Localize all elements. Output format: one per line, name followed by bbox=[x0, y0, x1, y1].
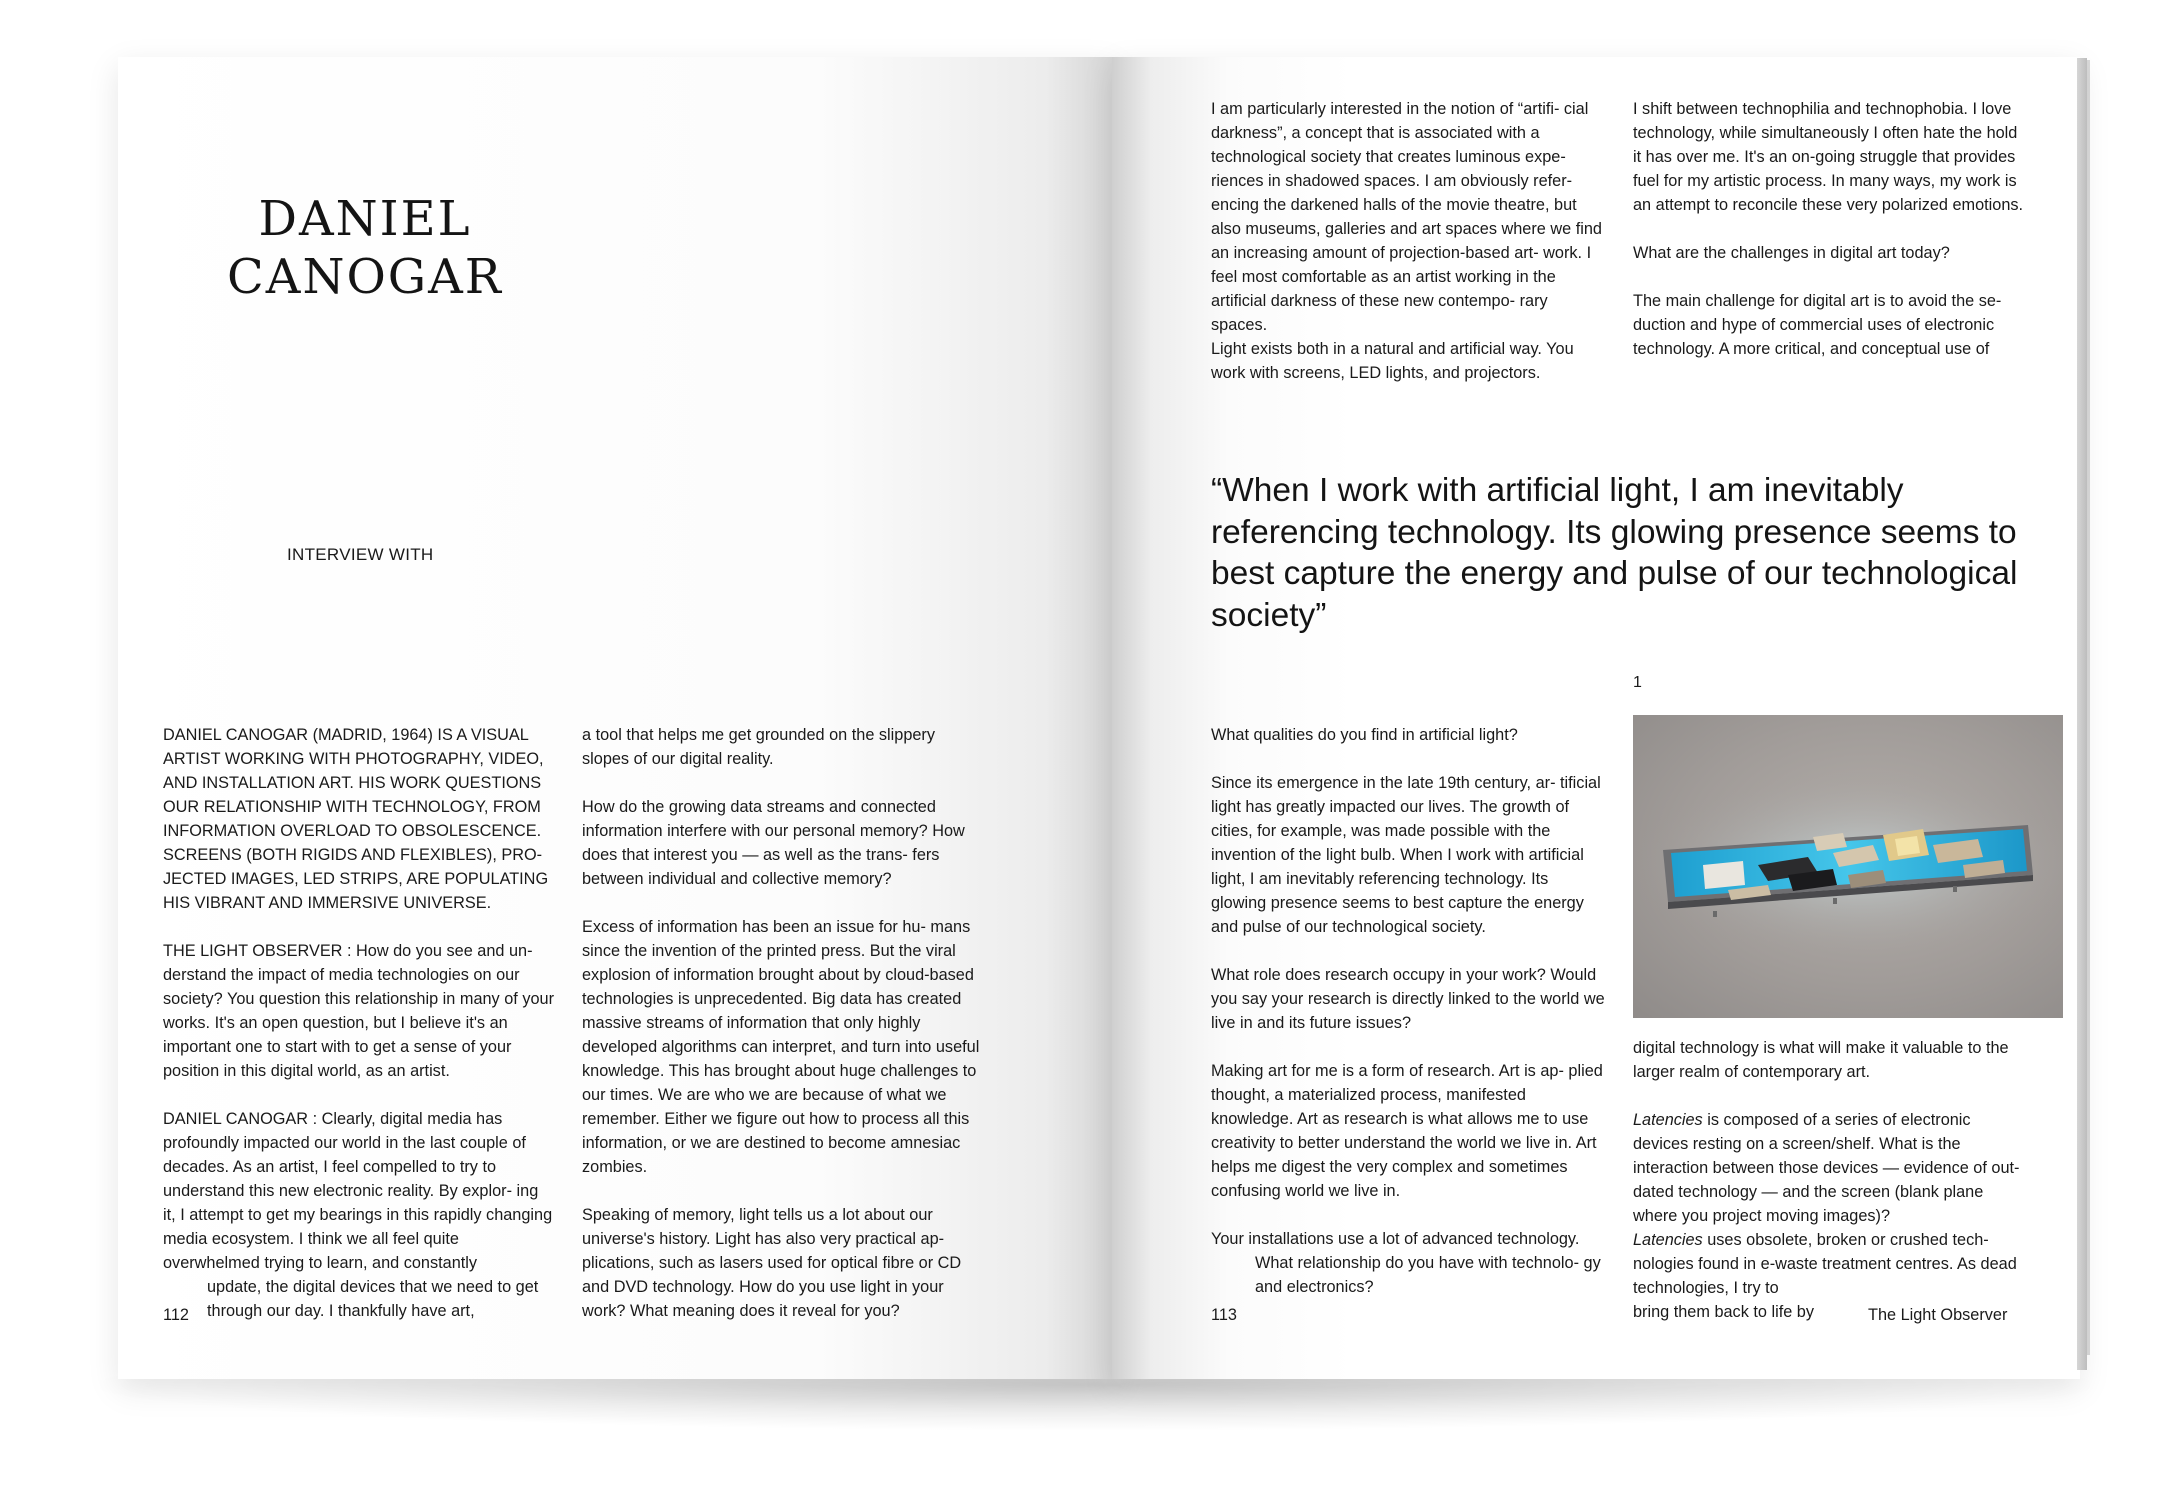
question-paragraph: What role does research occupy in your work? Would you say your research is directly linked to the world we live in and its future issues? bbox=[1211, 966, 1605, 1032]
running-footer: The Light Observer bbox=[1868, 1306, 2008, 1324]
answer-paragraph bbox=[163, 1107, 555, 1323]
latencies-artwork-image bbox=[1633, 715, 2063, 1018]
answer-text: DANIEL CANOGAR : Clearly, digital media has profoundly impacted our world in the last couple of decades. As an artist, I feel compelled to try to understand this new electronic reality. By explor- ing it, I attempt to get my bearings in this rapidly changing media ecosystem. I think we all feel quite overwhelmed trying to learn, and constantly bbox=[163, 1110, 553, 1272]
title-line-1: DANIEL bbox=[258, 191, 472, 247]
paragraph: I am particularly interested in the notion of “artifi- cial darkness”, a concept that is associated with a technological society that creates luminous expe- riences in shadowed spaces. I am obviously refer- encing the darkened halls of the movie theatre, but also museums, galleries and art spaces where we find an increasing amount of projection-based art- work. I feel most comfortable as an artist working in the artificial darkness of these new contempo- rary spaces. bbox=[1211, 100, 1602, 334]
figure-number: 1 bbox=[1633, 674, 1642, 691]
question-paragraph: Speaking of memory, light tells us a lot about our universe's history. Light has also very practical ap- plications, such as lasers used for optical fibre or CD and DVD technology. How do you use light in your work? What meaning does it reveal for you? bbox=[582, 1206, 962, 1320]
text-column-5 bbox=[1211, 723, 1606, 1299]
question-paragraph: Light exists both in a natural and artificial way. You work with screens, LED lights, and projectors. bbox=[1211, 340, 1574, 382]
question-paragraph: What are the challenges in digital art today? bbox=[1633, 244, 1950, 262]
text-column-1 bbox=[163, 723, 555, 1323]
device-fragment bbox=[1703, 861, 1745, 889]
question-paragraph: THE LIGHT OBSERVER : How do you see and un- derstand the impact of media technologies on our society? You question this relationship in many of your works. It's an open question, but I believe it's an important one to start with to get a sense of your position in this digital world, as an artist. bbox=[163, 942, 554, 1080]
answer-paragraph: Making art for me is a form of research. Art is ap- plied thought, a materialized process, manifested knowledge. Art as research is what allows me to use creativity to better understand the world we live in. Art helps me digest the very complex and sometimes confusing world we live in. bbox=[1211, 1062, 1603, 1200]
answer-paragraph: digital technology is what will make it valuable to the larger realm of contemporary art. bbox=[1633, 1039, 2009, 1081]
answer-continuation: update, the digital devices that we need to get through our day. I thankfully have art, bbox=[207, 1278, 539, 1320]
artwork-title: Latencies bbox=[1633, 1111, 1703, 1129]
question-paragraph: How do the growing data streams and connected information interfere with our personal memory? How does that interest you — as well as the trans- fers between individual and collective memory? bbox=[582, 798, 965, 888]
paragraph: a tool that helps me get grounded on the slippery slopes of our digital reality. bbox=[582, 726, 935, 768]
pull-quote: “When I work with artificial light, I am inevitably referencing technology. Its glowing presence seems to best capture the energy and pulse of our technological society” bbox=[1211, 472, 2018, 634]
title-line-2: CANOGAR bbox=[227, 249, 503, 305]
artwork-title: Latencies bbox=[1633, 1231, 1703, 1249]
answer-paragraph: The main challenge for digital art is to avoid the se- duction and hype of commercial uses of electronic technology. A more critical, and conceptual use of bbox=[1633, 292, 2002, 358]
question-text: is composed of a series of electronic devices resting on a screen/shelf. What is the interaction between those devices — evidence of out-dated technology — and the screen (blank plane where you project moving images)? bbox=[1633, 1111, 2020, 1225]
intro-paragraph: DANIEL CANOGAR (MADRID, 1964) IS A VISUAL ARTIST WORKING WITH PHOTOGRAPHY, VIDEO, AND INSTALLATION ART. HIS WORK QUESTIONS OUR RELATIONSHIP WITH TECHNOLOGY, FROM INFORMATION OVERLOAD TO OBSOLESCENCE. SCREENS (BOTH RIGIDS AND FLEXIBLES), PRO- JECTED IMAGES, LED STRIPS, ARE POPULATING HIS VIBRANT AND IMMERSIVE UNIVERSE. bbox=[163, 726, 549, 912]
question-paragraph bbox=[1211, 1227, 1606, 1299]
page-number-right: 113 bbox=[1211, 1306, 1237, 1324]
artwork-photo bbox=[1633, 715, 2063, 1018]
page-number-left: 112 bbox=[163, 1306, 189, 1324]
text-column-4 bbox=[1633, 97, 2028, 361]
text-column-2 bbox=[582, 723, 982, 1323]
text-column-3 bbox=[1211, 97, 1606, 385]
kicker: INTERVIEW WITH bbox=[287, 545, 434, 564]
answer-text: uses obsolete, broken or crushed tech- nologies found in e-waste treatment centres. As dead technologies, I try to bbox=[1633, 1231, 2017, 1297]
question-text: Your installations use a lot of advanced technology. bbox=[1211, 1230, 1580, 1248]
answer-paragraph: I shift between technophilia and technophobia. I love technology, while simultaneously I often hate the hold it has over me. It's an on-going struggle that provides fuel for my artistic process. In many ways, my work is an attempt to reconcile these very polarized emotions. bbox=[1633, 100, 2024, 214]
question-paragraph bbox=[1633, 1108, 2028, 1228]
answer-paragraph: Excess of information has been an issue for hu- mans since the invention of the printed press. But the viral explosion of information brought about by cloud-based technologies is unprecedented. Big data has created massive streams of information that only highly developed algorithms can interpret, and turn into useful knowledge. This has brought about huge challenges to our times. We are who we are because of what we remember. Either we figure out how to process all this information, or we are destined to become amnesiac zombies. bbox=[582, 918, 980, 1176]
article-title bbox=[200, 190, 530, 306]
text-column-6 bbox=[1633, 1036, 2028, 1324]
page-edge bbox=[2077, 58, 2087, 1370]
answer-continuation: bring them back to life by bbox=[1633, 1303, 1814, 1321]
question-paragraph: What qualities do you find in artificial light? bbox=[1211, 726, 1518, 744]
question-continuation: What relationship do you have with technolo- gy and electronics? bbox=[1255, 1254, 1601, 1296]
answer-paragraph: Since its emergence in the late 19th century, ar- tificial light has greatly impacted our lives. The growth of cities, for example, was made possible with the invention of the light bulb. When I work with artificial light, I am inevitably referencing technology. Its glowing presence seems to best capture the energy and pulse of our technological society. bbox=[1211, 774, 1601, 936]
